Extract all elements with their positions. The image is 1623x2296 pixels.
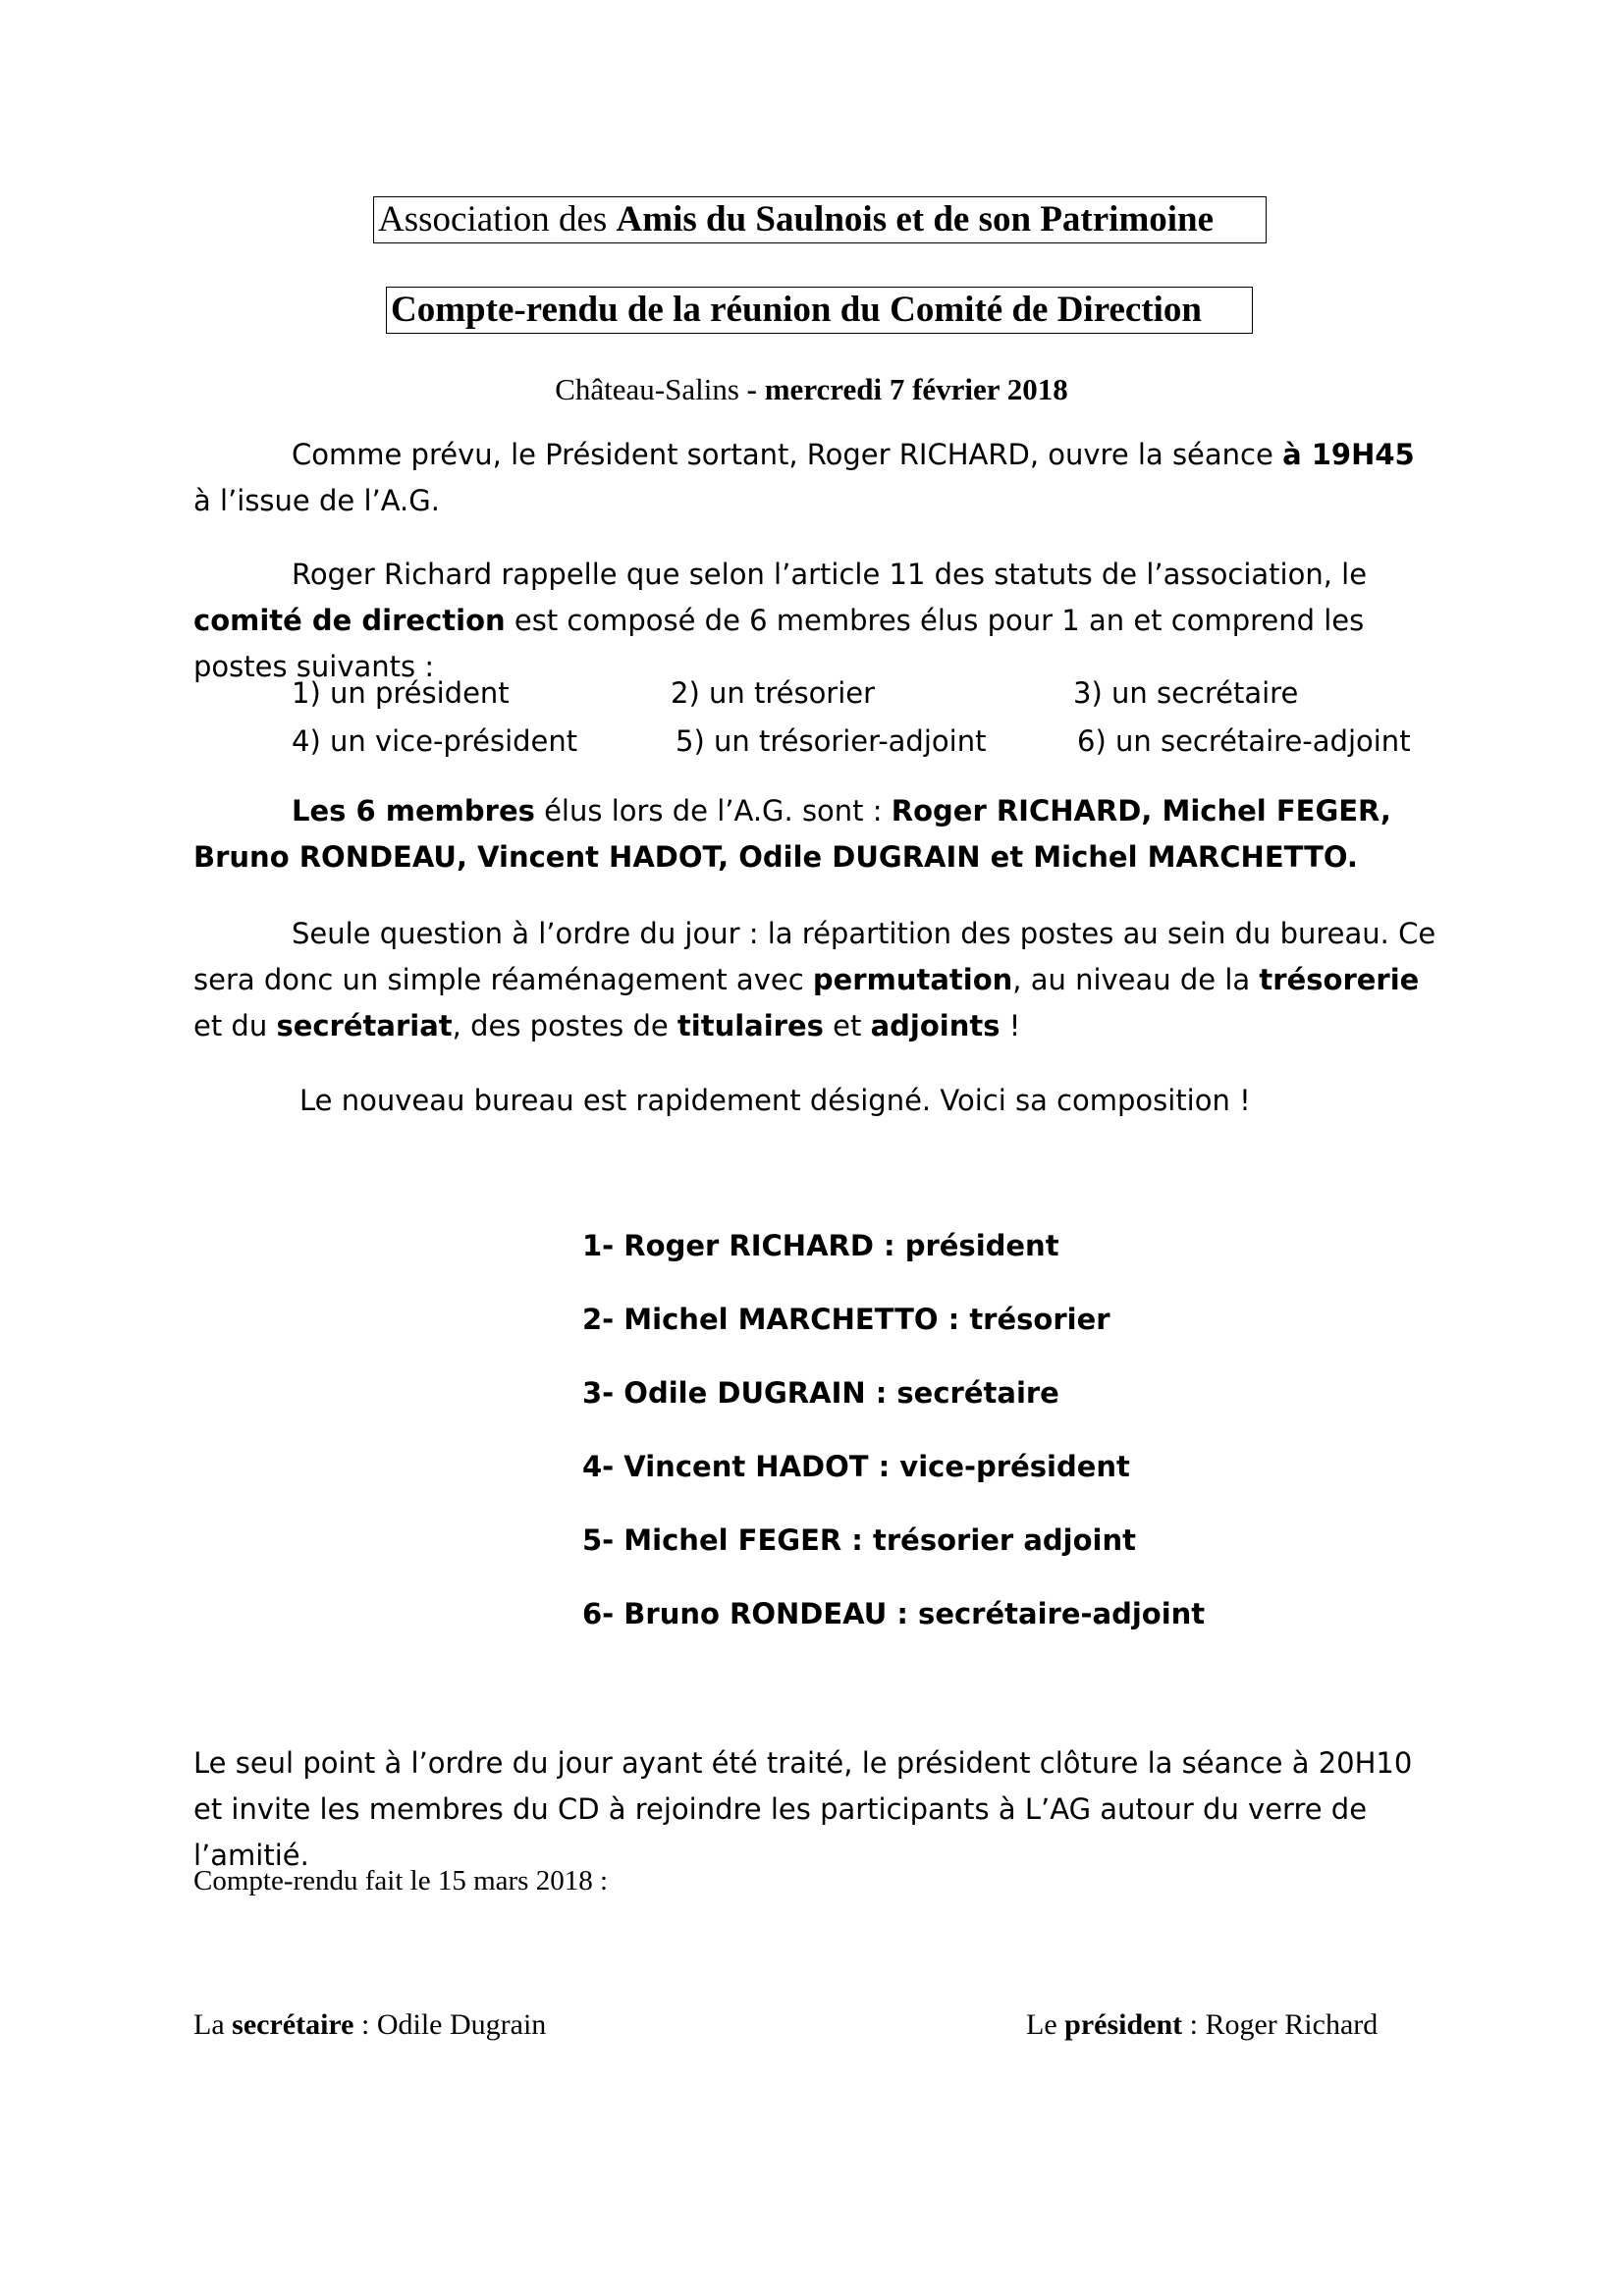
opening-text-end: à l’issue de l’A.G. bbox=[193, 484, 440, 517]
opening-time: à 19H45 bbox=[1282, 438, 1415, 471]
bureau-intro: Le nouveau bureau est rapidement désigné. Voici sa composition ! bbox=[299, 1084, 1251, 1117]
closing-paragraph: Le seul point à l’ordre du jour ayant été traité, le président clôture la séance à 20H10 et invite les membres du CD à rejoindre les participants à L’AG autour du verre de l’amitié. bbox=[193, 1746, 1413, 1872]
members-names: Roger RICHARD, Michel FEGER, Bruno RONDEAU, Vincent HADOT, Odile DUGRAIN et Michel MARCHETTO. bbox=[193, 794, 1391, 874]
term-titulaires: titulaires bbox=[676, 1009, 824, 1042]
signature-prefix: La bbox=[193, 2008, 233, 2041]
association-name: Amis du Saulnois et de son Patrimoine bbox=[616, 199, 1215, 240]
term-permutation: permutation bbox=[812, 963, 1013, 996]
report-title: Compte-rendu de la réunion du Comité de Direction bbox=[386, 287, 1253, 334]
post-item: 3) un secrétaire bbox=[1073, 676, 1299, 710]
association-title bbox=[373, 196, 1267, 243]
bureau-role: 6- Bruno RONDEAU : secrétaire-adjoint bbox=[582, 1597, 1206, 1630]
signature-prefix: Le bbox=[1026, 2008, 1065, 2041]
question-text: et du bbox=[193, 1009, 277, 1042]
post-item: 5) un trésorier-adjoint bbox=[676, 724, 987, 758]
committee-term: comité de direction bbox=[193, 604, 506, 637]
bureau-role: 5- Michel FEGER : trésorier adjoint bbox=[582, 1523, 1136, 1557]
members-text: élus lors de l’A.G. sont : bbox=[534, 794, 892, 828]
question-paragraph bbox=[193, 911, 1440, 1049]
members-count: Les 6 membres bbox=[292, 794, 535, 828]
members-paragraph bbox=[193, 788, 1440, 881]
president-role: président bbox=[1064, 2008, 1183, 2041]
term-tresorerie: trésorerie bbox=[1259, 963, 1420, 996]
term-adjoints: adjoints bbox=[870, 1009, 1001, 1042]
question-text: ! bbox=[1000, 1009, 1021, 1042]
post-item: 6) un secrétaire-adjoint bbox=[1077, 724, 1411, 758]
article-paragraph bbox=[193, 552, 1440, 690]
post-item: 4) un vice-président bbox=[292, 724, 578, 758]
article-text: Roger Richard rappelle que selon l’article 11 des statuts de l’association, le bbox=[292, 558, 1368, 591]
bureau-role: 1- Roger RICHARD : président bbox=[582, 1229, 1059, 1262]
president-name: : Roger Richard bbox=[1182, 2008, 1379, 2041]
opening-paragraph bbox=[193, 432, 1440, 524]
secretary-signature bbox=[193, 2005, 546, 2045]
secretary-name: : Odile Dugrain bbox=[353, 2008, 547, 2041]
question-text: Seule question à l’ordre du jour : la répartition des postes au sein du bureau. Ce sera donc un simple réaménagement avec bbox=[193, 917, 1436, 996]
question-text: et bbox=[823, 1009, 871, 1042]
post-item: 2) un trésorier bbox=[671, 676, 876, 710]
bureau-role: 4- Vincent HADOT : vice-président bbox=[582, 1450, 1130, 1483]
term-secretariat: secrétariat bbox=[276, 1009, 453, 1042]
article-text-end: est composé de 6 membres élus pour 1 an et comprend les postes suivants : bbox=[193, 604, 1365, 683]
bureau-role: 2- Michel MARCHETTO : trésorier bbox=[582, 1303, 1110, 1336]
meeting-line bbox=[0, 370, 1623, 409]
report-date: Compte-rendu fait le 15 mars 2018 : bbox=[193, 1865, 609, 1896]
opening-text: Comme prévu, le Président sortant, Roger RICHARD, ouvre la séance bbox=[292, 438, 1283, 471]
bureau-role: 3- Odile DUGRAIN : secrétaire bbox=[582, 1376, 1059, 1410]
president-signature bbox=[1026, 2005, 1378, 2045]
meeting-place: Château-Salins bbox=[555, 372, 739, 406]
secretary-role: secrétaire bbox=[232, 2008, 354, 2041]
meeting-separator: - bbox=[738, 372, 765, 406]
meeting-date: mercredi 7 février 2018 bbox=[764, 372, 1068, 406]
post-item: 1) un président bbox=[292, 676, 510, 710]
question-text: , des postes de bbox=[452, 1009, 677, 1042]
association-title-prefix: Association des bbox=[378, 199, 617, 240]
question-text: , au niveau de la bbox=[1012, 963, 1260, 996]
